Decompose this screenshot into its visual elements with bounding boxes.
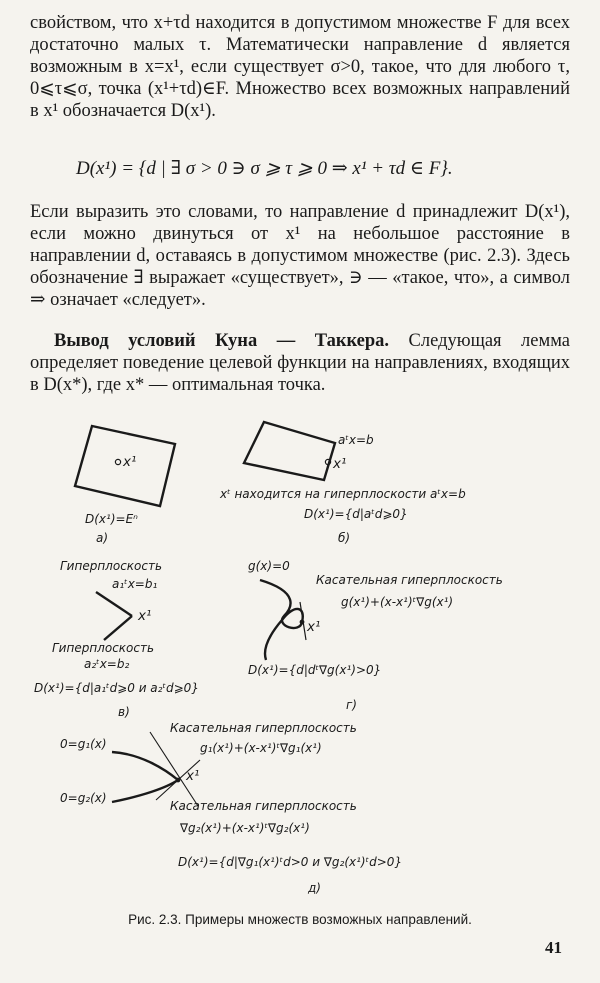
tangent2-eq-e: ∇g₂(x¹)+(x-x¹)ᵗ∇g₂(x¹) (180, 821, 310, 835)
paragraph-definition: свойством, что x+τd находится в допустимом множестве F для всех достаточно малых τ. Математически направление d является возможным в x=x¹, если существует σ>0, такое, что для любого τ, 0⩽τ⩽σ, точка (x¹+τd)∈F. Множество всех возможных направлений в x¹ обозначается D(x¹). (30, 13, 570, 121)
curve-label-d: g(x)=0 (248, 559, 290, 573)
panel-label-c: в) (118, 705, 130, 719)
point-x1-d (300, 620, 305, 625)
plane1-eq-c: a₁ᵗx=b₁ (112, 577, 158, 591)
panel-label-b: б) (338, 531, 351, 545)
panel-c (34, 559, 199, 719)
formula-a: D(x¹)=Eⁿ (85, 512, 138, 526)
tangent1-eq-e: g₁(x¹)+(x-x¹)ᵗ∇g₁(x¹) (200, 741, 322, 755)
curve2-label-e: 0=g₂(x) (60, 791, 107, 805)
point-label-c: x¹ (138, 608, 152, 624)
hyperplane-2-c (104, 616, 132, 640)
tangent-title-d: Касательная гиперплоскость (316, 573, 503, 587)
tangent2-title-e: Касательная гиперплоскость (170, 799, 357, 813)
section-lead-rest: Следующая лемма определяет поведение целевой функции на направлениях, входящих в D(x*), где x* — оптимальная точка. (30, 331, 570, 395)
panel-d (248, 559, 503, 712)
point-x1-e (176, 778, 181, 783)
set-region-b (244, 422, 335, 480)
formula-e: D(x¹)={d|∇g₁(x¹)ᵗd>0 и ∇g₂(x¹)ᵗd>0} (178, 855, 403, 869)
point-x1-a (115, 459, 120, 464)
point-label-a: x¹ (123, 454, 137, 470)
formula-feasible-directions: D(x¹) = {d | ∃ σ > 0 ∋ σ ⩾ τ ⩾ 0 ⇒ x¹ + τd ∈ F}. (76, 158, 453, 179)
curve1-label-e: 0=g₁(x) (60, 737, 107, 751)
plane1-title-c: Гиперплоскость (60, 559, 163, 573)
plane2-title-c: Гиперплоскость (52, 641, 155, 655)
point-label-d: x¹ (307, 619, 321, 635)
hyperplane-1-c (96, 592, 132, 616)
panel-label-a: а) (96, 531, 109, 545)
formula-c: D(x¹)={d|a₁ᵗd⩾0 и a₂ᵗd⩾0} (34, 681, 199, 695)
point-label-b: x¹ (333, 456, 347, 472)
plane2-eq-c: a₂ᵗx=b₂ (84, 657, 130, 671)
panel-label-e: д) (308, 881, 321, 895)
constraint-curve-d (260, 580, 303, 660)
panel-e (60, 721, 402, 895)
panel-a (75, 426, 175, 545)
paragraph-explanation: Если выразить это словами, то направление d принадлежит D(x¹), если можно двинуться от x¹ на небольшое расстояние в направлении d, оставаясь в допустимом множестве (рис. 2.3). Здесь обозначение ∃ выражает «существует», ∋ — «такое, что», а символ ⇒ означает «следует». (30, 202, 570, 310)
point-label-e: x¹ (186, 768, 200, 784)
plane-eq-b: aᵗx=b (338, 433, 374, 447)
page-number: 41 (545, 938, 562, 957)
panel-label-d: г) (346, 698, 357, 712)
tangent1-title-e: Касательная гиперплоскость (170, 721, 357, 735)
tangent-eq-d: g(x¹)+(x-x¹)ᵗ∇g(x¹) (341, 595, 454, 609)
formula-d: D(x¹)={d|dᵗ∇g(x¹)>0} (248, 663, 382, 677)
section-lead: Вывод условий Куна — Таккера. (54, 331, 390, 351)
note-b: xᵗ находится на гиперплоскости aᵗx=b (220, 487, 466, 501)
curve-g1-e (112, 752, 178, 780)
curve-g2-e (112, 780, 178, 802)
formula-b: D(x¹)={d|aᵗd⩾0} (304, 507, 408, 521)
panel-b (219, 422, 466, 545)
figure-caption: Рис. 2.3. Примеры множеств возможных направлений. (128, 912, 472, 927)
